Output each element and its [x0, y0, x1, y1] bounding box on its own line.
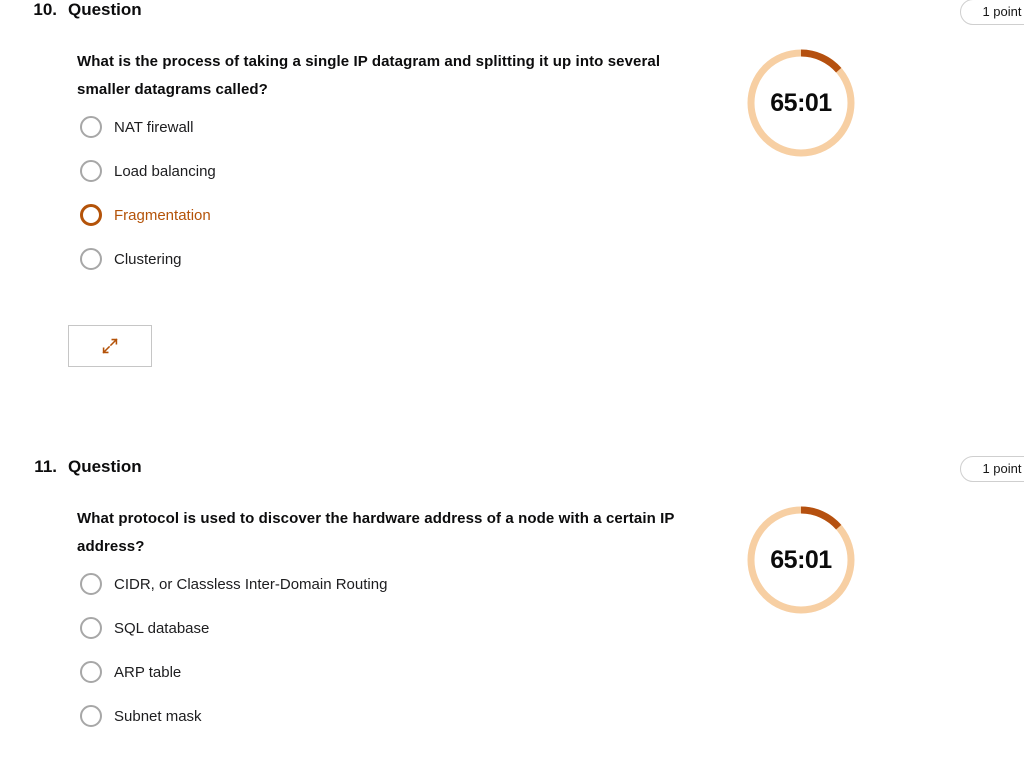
points-badge: 1 point	[960, 0, 1024, 25]
radio-option[interactable]	[80, 705, 387, 727]
question-11-section	[0, 457, 1024, 763]
question-timer	[747, 506, 855, 614]
question-title: Question	[68, 457, 142, 476]
question-header	[20, 457, 142, 477]
timer-remaining: 65:01	[770, 545, 832, 574]
question-text-line-2: address?	[77, 538, 145, 555]
radio-option[interactable]	[80, 160, 216, 182]
question-text-line-1: What protocol is used to discover the hardware address of a node with a certain IP	[77, 510, 675, 527]
option-label: SQL database	[114, 619, 210, 637]
option-label: Load balancing	[114, 162, 216, 180]
radio-option[interactable]	[80, 116, 216, 138]
points-badge: 1 point	[960, 456, 1024, 482]
radio-option[interactable]	[80, 661, 387, 683]
radio-circle-icon[interactable]	[80, 160, 102, 182]
radio-circle-icon[interactable]	[80, 661, 102, 683]
radio-option[interactable]	[80, 204, 216, 226]
option-label: Subnet mask	[114, 707, 202, 725]
option-label: CIDR, or Classless Inter-Domain Routing	[114, 575, 388, 593]
question-text	[77, 48, 660, 104]
option-label: Fragmentation	[114, 206, 211, 224]
radio-circle-icon[interactable]	[80, 116, 102, 138]
expand-icon	[99, 335, 121, 357]
radio-circle-icon[interactable]	[80, 573, 102, 595]
question-number: 11.	[34, 457, 57, 476]
options-list	[80, 116, 216, 292]
options-list	[80, 573, 387, 749]
radio-circle-icon[interactable]	[80, 204, 102, 226]
question-timer	[747, 49, 855, 157]
option-label: NAT firewall	[114, 118, 194, 136]
question-header	[20, 0, 142, 20]
question-title: Question	[68, 0, 142, 19]
question-text	[77, 505, 675, 561]
radio-circle-icon[interactable]	[80, 705, 102, 727]
expand-button[interactable]	[68, 325, 152, 367]
question-text-line-1: What is the process of taking a single IP datagram and splitting it up into several	[77, 53, 661, 70]
radio-option[interactable]	[80, 573, 387, 595]
question-text-line-2: smaller datagrams called?	[77, 81, 268, 98]
radio-option[interactable]	[80, 248, 216, 270]
option-label: ARP table	[114, 663, 182, 681]
radio-option[interactable]	[80, 617, 387, 639]
option-label: Clustering	[114, 250, 182, 268]
radio-circle-icon[interactable]	[80, 617, 102, 639]
timer-remaining: 65:01	[770, 88, 832, 117]
question-number: 10.	[33, 0, 57, 19]
radio-circle-icon[interactable]	[80, 248, 102, 270]
